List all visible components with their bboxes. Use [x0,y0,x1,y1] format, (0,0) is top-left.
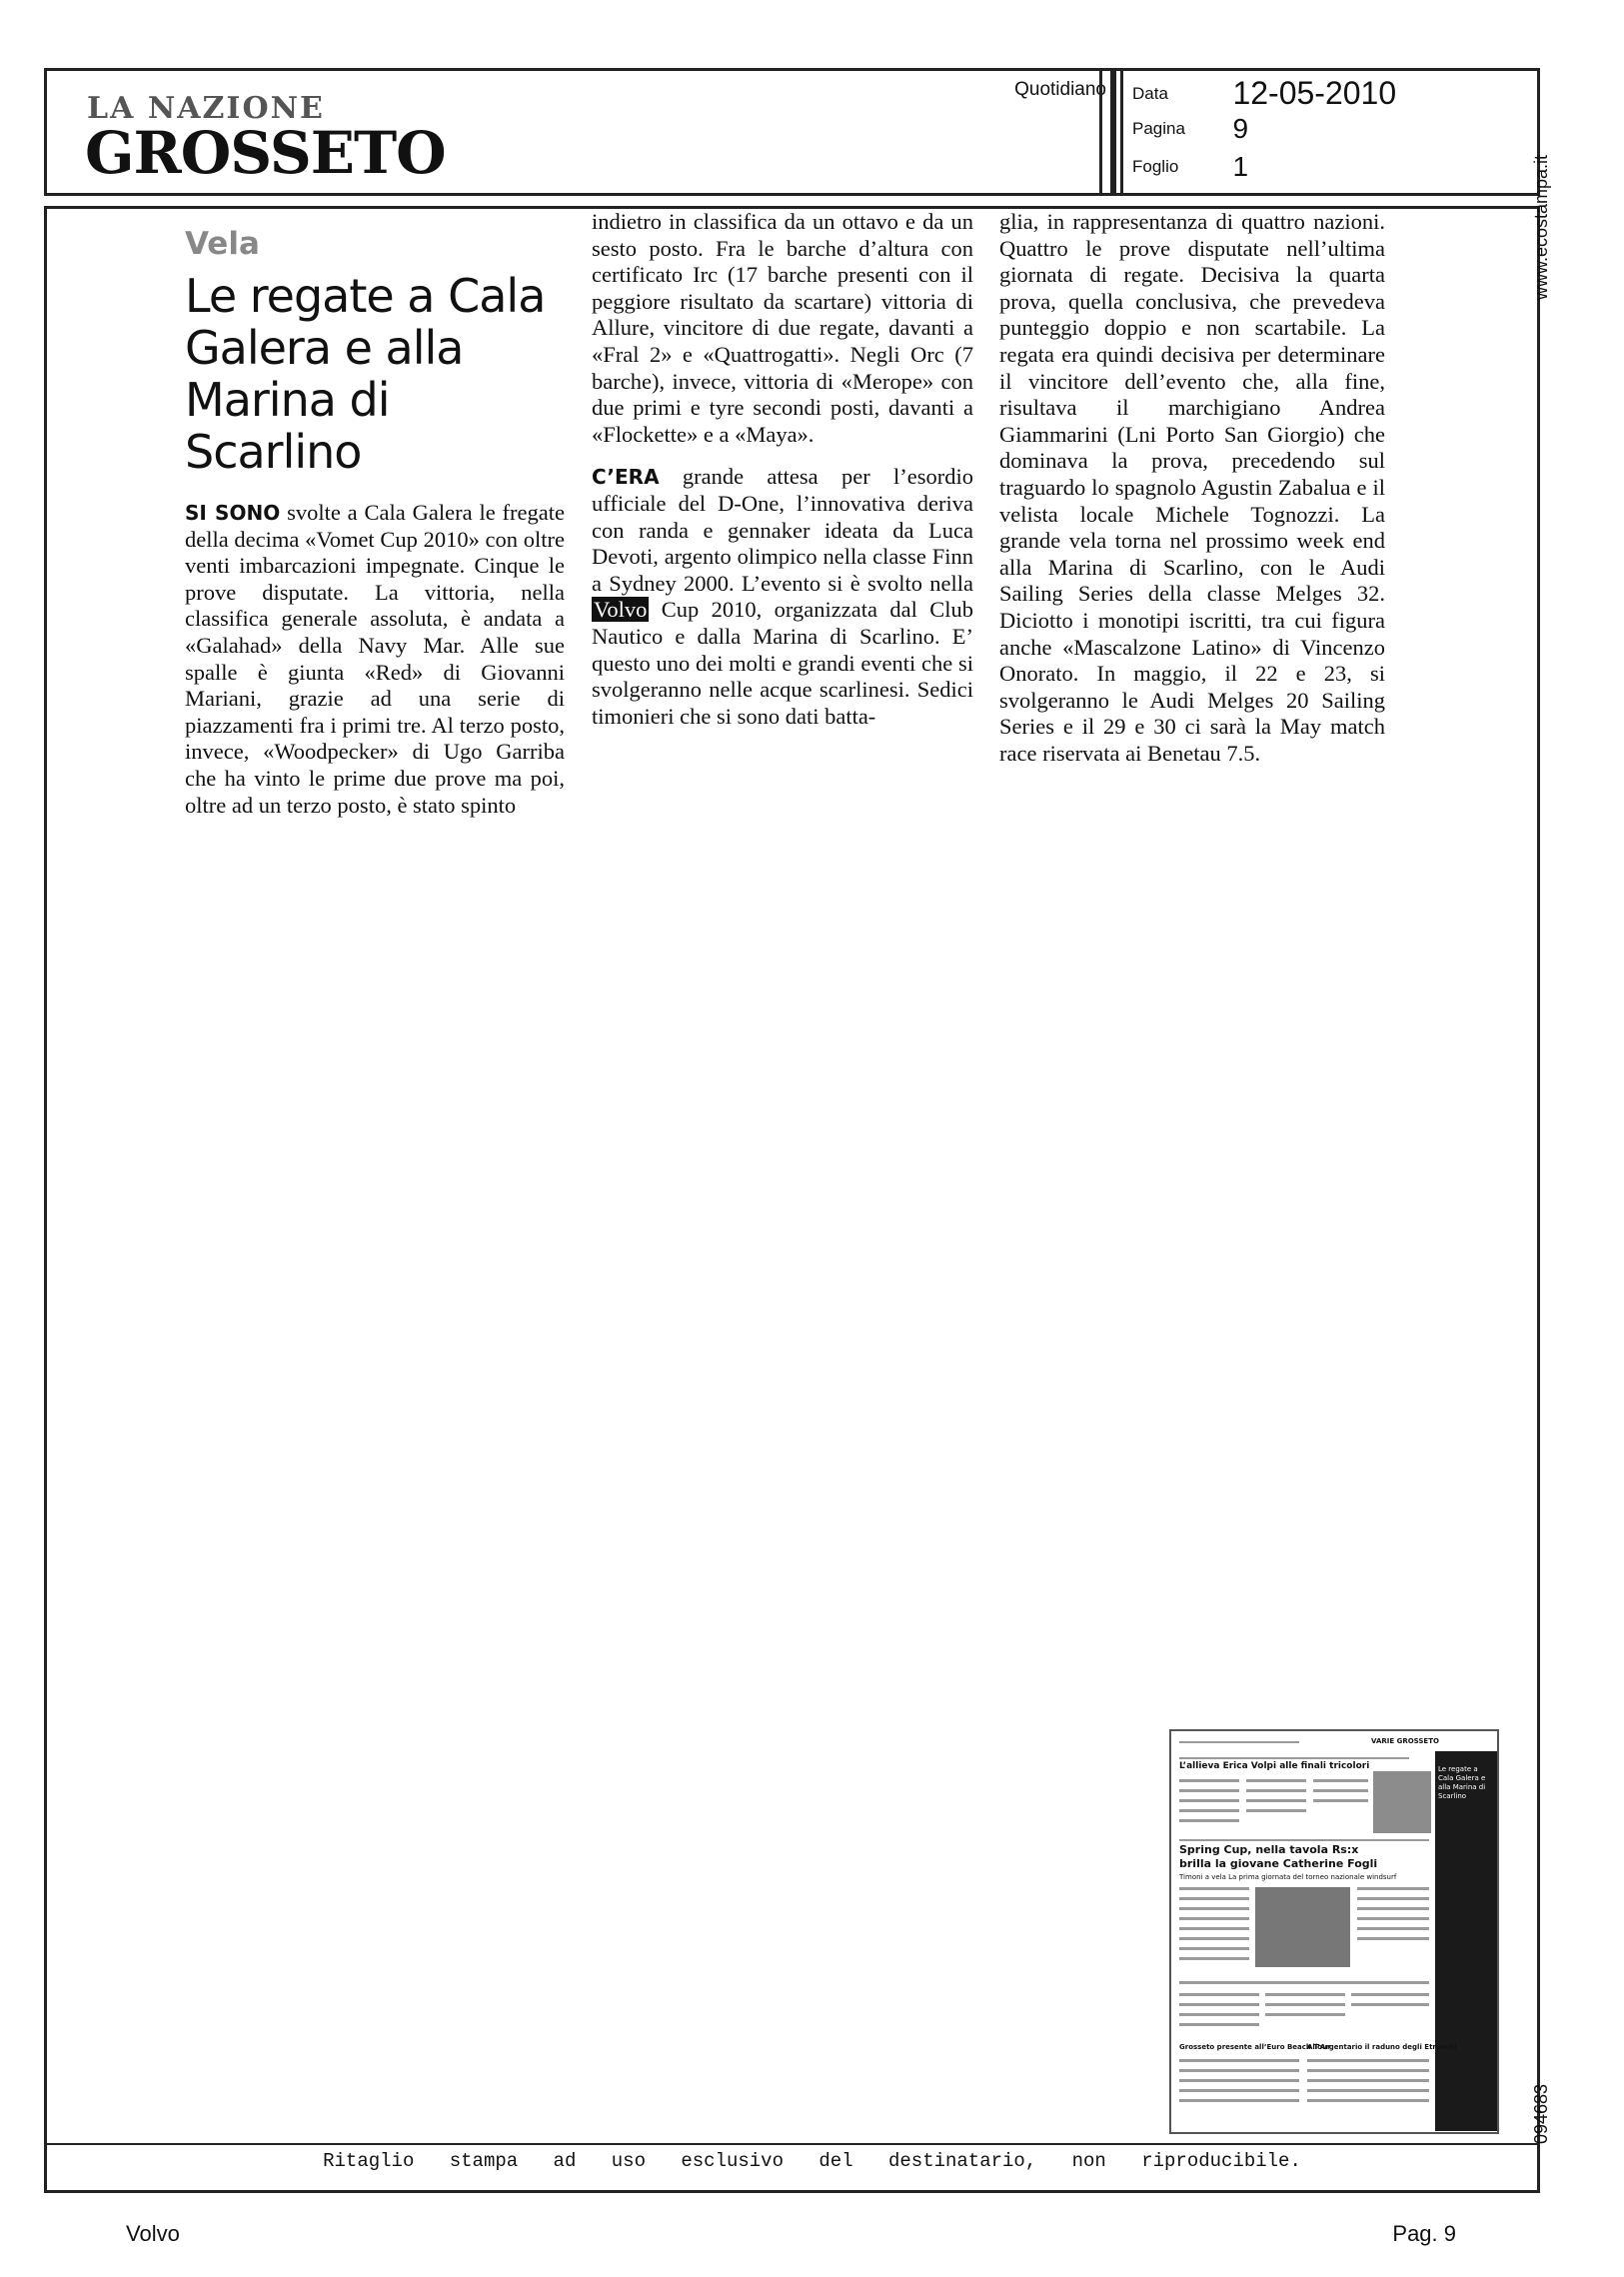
thumbnail-text-line [1179,1917,1249,1920]
thumbnail-text-line [1179,1981,1429,1984]
thumbnail-text-line [1179,2059,1299,2062]
masthead-title: GROSSETO [85,119,446,187]
thumbnail-headline-1: L’allieva Erica Volpi alle finali tricolori [1179,1761,1370,1771]
thumbnail-headline-4: All’Argentario il raduno degli Etruschi [1307,2043,1457,2051]
footer-page-number: Pag. 9 [1392,2221,1456,2246]
thumbnail-side-text: Le regate a Cala Galera e alla Marina di Scarlino [1438,1765,1486,1800]
thumbnail-text-line [1313,1799,1368,1802]
thumbnail-text-line [1246,1789,1306,1792]
thumbnail-text-line [1179,1799,1239,1802]
paragraph-gap [592,448,973,464]
column-1-text: svolte a Cala Galera le fregate della decima «Vomet Cup 2010» con oltre venti imbarcazioni impegnate. Cinque le prove disputate. La vittoria, nella classifica generale assoluta, è andata a «Galahad» della Navy Mar. Alle sue spalle è giunta «Red» di Giovanni Mariani, grazie ad una serie di piazzamenti fra i primi tre. Al terzo posto, invece, «Woodpecker» di Ugo Garriba che ha vinto le prime due prove ma poi, oltre ad un terzo posto, è stato spinto [185,500,565,818]
column-2-lead: C’ERA [592,465,660,490]
thumbnail-text-line [1265,1993,1345,1996]
thumbnail-text-line [1357,1897,1429,1900]
meta-foglio-row [1132,151,1248,183]
thumbnail-text-line [1179,1927,1249,1930]
thumbnail-text-line [1265,2013,1345,2016]
thumbnail-article-panel [1435,1751,1497,2131]
thumbnail-text-line [1179,1839,1429,1841]
column-2-text-c: Cup 2010, organizzata dal Club Nautico e dalla Marina di Scarlino. E’ questo uno dei molti e grandi eventi che si svolgeranno nelle acque scarlinesi. Sedici timonieri che si sono dati batta- [592,597,973,729]
column-2-paragraph-1: indietro in classifica da un ottavo e da un sesto posto. Fra le barche d’altura con certificato Irc (17 barche presenti con il peggiore risultato da scartare) vittoria di Allure, vincitore di due regate, davanti a «Fral 2» e «Quattrogatti». Negli Orc (7 barche), invece, vittoria di «Merope» con due primi e tyre secondi posti, davanti a «Flockette» e a «Maya». [592,209,973,447]
thumbnail-text-line [1179,2023,1259,2026]
thumbnail-text-line [1357,1917,1429,1920]
thumbnail-headline-2b: brilla la giovane Catherine Fogli [1179,1857,1378,1870]
thumbnail-text-line [1357,1927,1429,1930]
thumbnail-text-line [1179,1819,1239,1822]
thumbnail-text-line [1179,2089,1299,2092]
thumbnail-text-line [1179,1993,1259,1996]
disclaimer-text: Ritaglio stampa ad uso esclusivo del destinatario, non riproducibile. [323,2150,1301,2172]
thumbnail-text-line [1246,1779,1306,1782]
thumbnail-text-line [1179,1957,1249,1960]
page-thumbnail [1169,1729,1499,2134]
meta-pagina-label: Pagina [1132,119,1185,138]
thumbnail-text-line [1351,2003,1429,2006]
clipping-code: 094683 [1531,2083,1551,2144]
thumbnail-text-line [1179,2003,1259,2006]
thumbnail-text-line [1179,2069,1299,2072]
thumbnail-text-line [1179,2013,1259,2016]
source-url: www.ecostampa.it [1531,154,1551,300]
disclaimer-divider [44,2143,1540,2145]
thumbnail-text-line [1357,1907,1429,1910]
thumbnail-text-line [1179,1779,1239,1782]
meta-foglio-label: Foglio [1132,157,1179,176]
thumbnail-text-line [1179,1887,1249,1890]
column-2-paragraph-2 [592,464,973,730]
thumbnail-section: VARIE GROSSETO [1371,1737,1439,1745]
thumbnail-text-line [1179,1947,1249,1950]
meta-data-value: 12-05-2010 [1232,75,1397,111]
thumbnail-headline-2a: Spring Cup, nella tavola Rs:x [1179,1843,1359,1856]
thumbnail-text-line [1179,1907,1249,1910]
thumbnail-photo [1373,1771,1431,1833]
thumbnail-text-line [1307,2089,1429,2092]
header-divider [1099,68,1113,196]
thumbnail-subhead-2: Timoni a vela La prima giornata del torneo nazionale windsurf [1179,1873,1397,1881]
thumbnail-text-line [1179,1937,1249,1940]
column-1-lead: SI SONO [185,501,281,525]
thumbnail-text-line [1307,2099,1429,2102]
masthead-subtitle: LA NAZIONE [87,91,325,126]
article-kicker: Vela [185,226,260,262]
meta-data-label: Data [1132,83,1168,103]
meta-pagina-value: 9 [1232,113,1249,144]
thumbnail-text-line [1307,2079,1429,2082]
masthead-box [44,68,1123,196]
article-headline: Le regate a Cala Galera e alla Marina di Scarlino [185,269,546,479]
meta-data-row [1132,75,1396,112]
thumbnail-text-line [1246,1809,1306,1812]
thumbnail-text-line [1357,1937,1429,1940]
thumbnail-text-line [1265,2003,1345,2006]
thumbnail-text-line [1351,1993,1429,1996]
thumbnail-text-line [1179,1741,1299,1743]
thumbnail-text-line [1179,1757,1409,1759]
thumbnail-photo [1255,1887,1350,1967]
thumbnail-headline-3: Grosseto presente all’Euro Beach Tour [1179,2043,1331,2051]
thumbnail-text-line [1179,1897,1249,1900]
thumbnail-text-line [1246,1799,1306,1802]
article-column-2 [592,209,973,730]
thumbnail-text-line [1179,2099,1299,2102]
meta-box [1113,68,1540,196]
meta-pagina-row [1132,113,1248,145]
thumbnail-text-line [1307,2059,1429,2062]
thumbnail-text-line [1357,1887,1429,1890]
thumbnail-text-line [1179,2079,1299,2082]
thumbnail-text-line [1179,1809,1239,1812]
keyword-highlight: Volvo [594,597,648,623]
article-column-1 [185,500,565,819]
thumbnail-text-line [1313,1779,1368,1782]
thumbnail-text-line [1179,1789,1239,1792]
footer-keyword: Volvo [126,2221,180,2246]
column-2-text-b: grande attesa per l’esordio ufficiale del D-One, l’innovativa deriva con randa e gennaker ideata da Luca Devoti, argento olimpico nella classe Finn a Sydney 2000. L’evento si è svolto nella [592,464,973,596]
thumbnail-text-line [1307,2069,1429,2072]
article-column-3: glia, in rappresentanza di quattro nazioni. Quattro le prove disputate nell’ultima giornata di regate. Decisiva la quarta prova, quella conclusiva, che prevedeva punteggio doppio e non scartabile. La regata era quindi decisiva per determinare il vincitore dell’evento che, alla fine, risultava il marchigiano Andrea Giammarini (Lni Porto San Giorgio) che dominava la prova, precedendo sul traguardo lo spagnolo Agustin Zabalua e il velista locale Michele Tognozzi. La grande vela torna nel prossimo week end alla Marina di Scarlino, con le Audi Sailing Series della classe Melges 32. Diciotto i monotipi iscritti, tra cui figura anche «Mascalzone Latino» di Vincenzo Onorato. In maggio, il 22 e 23, si svolgeranno le Audi Melges 20 Sailing Series e il 29 e 30 ci sarà la May match race riservata ai Benetau 7.5. [999,209,1385,766]
publication-type: Quotidiano [1014,79,1106,100]
meta-foglio-value: 1 [1232,151,1249,182]
thumbnail-text-line [1313,1789,1368,1792]
